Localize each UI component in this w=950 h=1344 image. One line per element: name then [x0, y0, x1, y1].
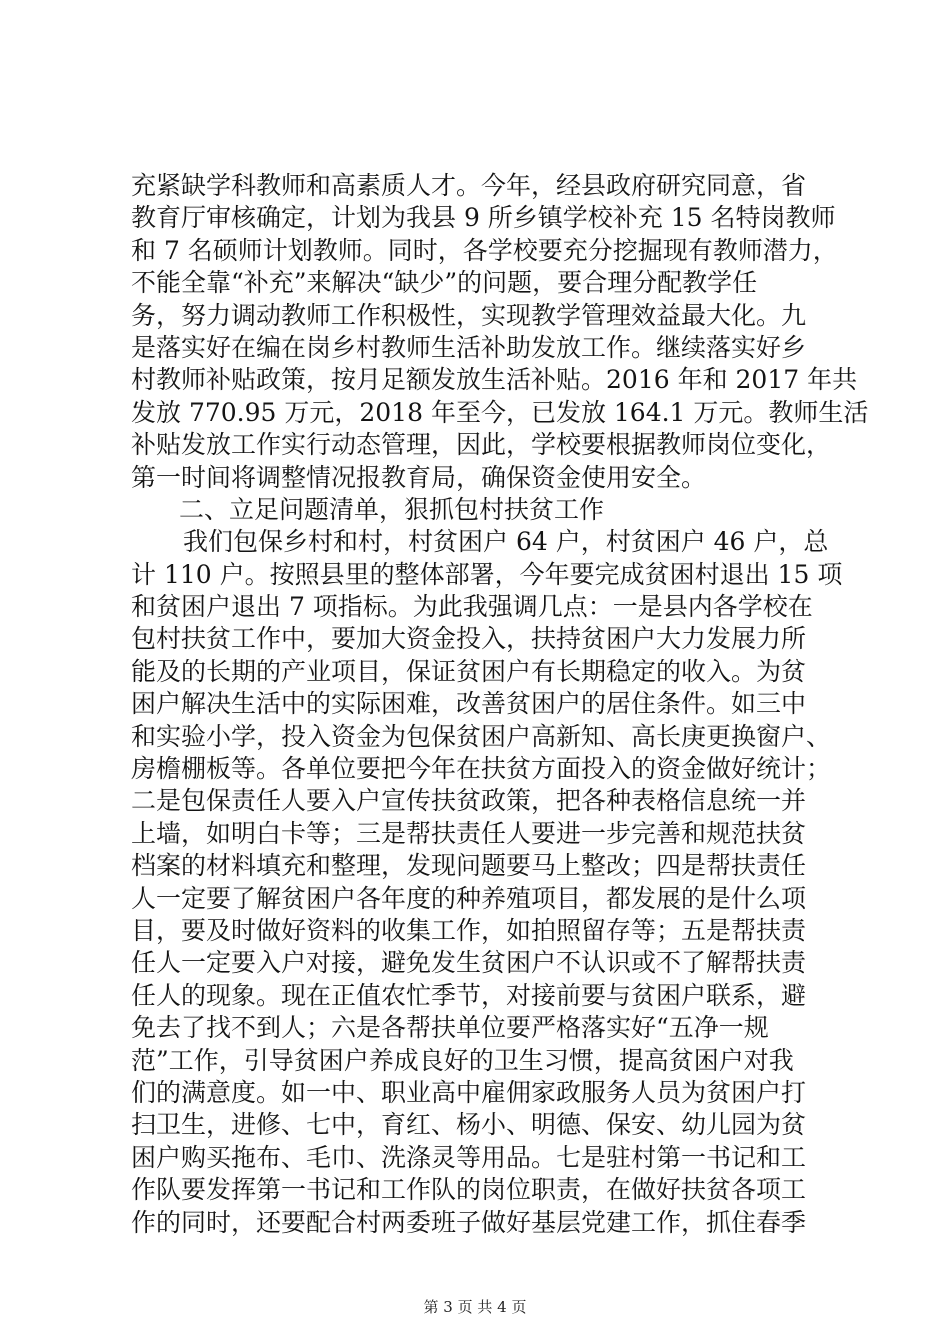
text-line: 档案的材料填充和整理，发现问题要马上整改；四是帮扶责任: [131, 851, 807, 881]
paragraph-2: [131, 526, 843, 1239]
text-line: 不能全靠“补充”来解决“缺少”的问题，要合理分配教学任: [131, 268, 758, 298]
document-body: [131, 170, 869, 1239]
text-line: 房檐棚板等。各单位要把今年在扶贫方面投入的资金做好统计；: [131, 754, 832, 784]
text-line: 任人的现象。现在正值农忙季节，对接前要与贫困户联系，避: [131, 980, 807, 1010]
text-line: 扫卫生，进修、七中，育红、杨小、明德、保安、幼儿园为贫: [131, 1110, 807, 1140]
text-line: 村教师补贴政策，按月足额发放生活补贴。2016 年和 2017 年共: [131, 365, 858, 395]
text-line: 免去了找不到人；六是各帮扶单位要严格落实好“五净一规: [131, 1013, 769, 1043]
text-line: 二是包保责任人要入户宣传扶贫政策，把各种表格信息统一并: [131, 786, 807, 816]
text-line: 教育厅审核确定，计划为我县 9 所乡镇学校补充 15 名特岗教师: [131, 203, 836, 233]
text-line: 我们包保乡村和村，村贫困户 64 户，村贫困户 46 户，总: [183, 527, 829, 557]
text-line: 务，努力调动教师工作积极性，实现教学管理效益最大化。九: [131, 300, 807, 330]
text-line: 任人一定要入户对接，避免发生贫困户不认识或不了解帮扶责: [131, 948, 807, 978]
text-line: 包村扶贫工作中，要加大资金投入，扶持贫困户大力发展力所: [131, 624, 807, 654]
text-line: 目，要及时做好资料的收集工作，如拍照留存等；五是帮扶责: [131, 915, 807, 945]
text-line: 们的满意度。如一中、职业高中雇佣家政服务人员为贫困户打: [131, 1077, 807, 1107]
text-line: 作队要发挥第一书记和工作队的岗位职责，在做好扶贫各项工: [131, 1175, 807, 1205]
text-line: 能及的长期的产业项目，保证贫困户有长期稳定的收入。为贫: [131, 656, 807, 686]
text-line: 补贴发放工作实行动态管理，因此，学校要根据教师岗位变化，: [131, 430, 832, 460]
text-line: 范”工作，引导贫困户养成良好的卫生习惯，提高贫困户对我: [131, 1045, 794, 1075]
text-line: 困户购买拖布、毛巾、洗涤灵等用品。七是驻村第一书记和工: [131, 1142, 807, 1172]
text-line: 和贫困户退出 7 项指标。为此我强调几点：一是县内各学校在: [131, 592, 813, 622]
text-line: 和 7 名硕师计划教师。同时，各学校要充分挖掘现有教师潜力，: [131, 235, 838, 265]
text-line: 发放 770.95 万元，2018 年至今，已发放 164.1 万元。教师生活: [131, 397, 869, 427]
text-line: 作的同时，还要配合村两委班子做好基层党建工作，抓住春季: [131, 1207, 807, 1237]
text-line: 上墙，如明白卡等；三是帮扶责任人要进一步完善和规范扶贫: [131, 818, 807, 848]
text-line: 充紧缺学科教师和高素质人才。今年，经县政府研究同意，省: [131, 171, 807, 200]
text-line: 和实验小学，投入资金为包保贫困户高新知、高长庚更换窗户、: [131, 721, 832, 751]
text-line: 人一定要了解贫困户各年度的种养殖项目，都发展的是什么项: [131, 883, 807, 913]
text-line: 困户解决生活中的实际困难，改善贫困户的居住条件。如三中: [131, 689, 807, 719]
text-line: 计 110 户。按照县里的整体部署，今年要完成贫困村退出 15 项: [131, 559, 843, 589]
section-heading: 二、立足问题清单，狠抓包村扶贫工作: [179, 494, 605, 524]
page-number-footer: 第 3 页 共 4 页: [423, 1298, 527, 1316]
text-line: 第一时间将调整情况报教育局，确保资金使用安全。: [131, 462, 707, 492]
paragraph-1: [131, 170, 869, 494]
text-line: 是落实好在编在岗乡村教师生活补助发放工作。继续落实好乡: [131, 332, 807, 362]
